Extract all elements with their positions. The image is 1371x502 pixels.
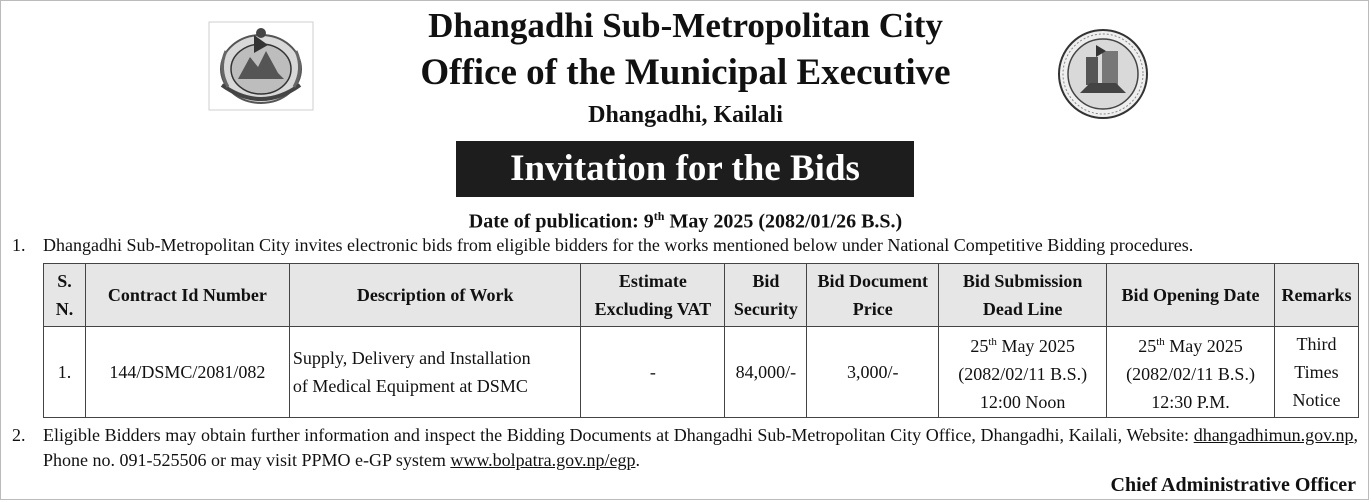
publication-rest: May 2025 (2082/01/26 B.S.) [669,210,903,233]
publication-day: 9 [643,210,654,233]
notice-title-banner: Invitation for the Bids [456,141,914,197]
website-link[interactable]: dhangadhimun.gov.np [1193,425,1354,445]
paragraph-1-number: 1. [12,235,26,255]
cell-opening-date: 25th May 2025 (2082/02/11 B.S.) 12:30 P.M. [1107,327,1275,418]
cell-sn: 1. [44,327,86,418]
table-row [44,327,1359,418]
cell-remarks: Third Times Notice [1274,327,1358,418]
paragraph-2-text: Eligible Bidders may obtain further information and inspect the Bidding Documents at Dhangadhi Sub-Metropolitan City Office, Dhangadhi, Kailali, Website: dhangadhimun.gov.np, Phone no. 091-525506 or may visit PPMO e-GP system www.bolpatra.gov.np/egp. [43,425,1358,470]
paragraph-2-number: 2. [12,425,26,445]
header-sn: S. N. [44,264,86,327]
header-document-price: Bid Document Price [807,264,939,327]
header-contract-id: Contract Id Number [85,264,289,327]
paragraph-1-text: Dhangadhi Sub-Metropolitan City invites electronic bids from eligible bidders for the works mentioned below under National Competitive Bidding procedures. [43,235,1194,255]
cell-description: Supply, Delivery and Installation of Medical Equipment at DSMC [289,327,581,418]
publication-label: Date of publication: [468,210,639,233]
header-bid-security: Bid Security [725,264,807,327]
city-name-heading: Dhangadhi Sub-Metropolitan City [428,6,943,45]
header-submission-deadline: Bid Submission Dead Line [939,264,1107,327]
cell-bid-security: 84,000/- [725,327,807,418]
publication-day-suffix: th [653,209,665,223]
header-description: Description of Work [289,264,581,327]
paragraph-2 [12,423,1358,473]
cell-submission-deadline: 25th May 2025 (2082/02/11 B.S.) 12:00 Noon [939,327,1107,418]
cell-document-price: 3,000/- [807,327,939,418]
header-opening-date: Bid Opening Date [1107,264,1275,327]
table-header-row [44,264,1359,327]
bids-table [43,263,1359,418]
publication-date [1,202,1370,236]
office-name-heading: Office of the Municipal Executive [420,52,951,93]
signoff: Chief Administrative Officer [1110,474,1356,496]
header-estimate: Estimate Excluding VAT [581,264,725,327]
paragraph-1 [12,233,1358,258]
cell-contract-id: 144/DSMC/2081/082 [85,327,289,418]
egp-link[interactable]: www.bolpatra.gov.np/egp [450,450,636,470]
header-remarks: Remarks [1274,264,1358,327]
cell-estimate: - [581,327,725,418]
location-heading: Dhangadhi, Kailali [588,102,783,128]
